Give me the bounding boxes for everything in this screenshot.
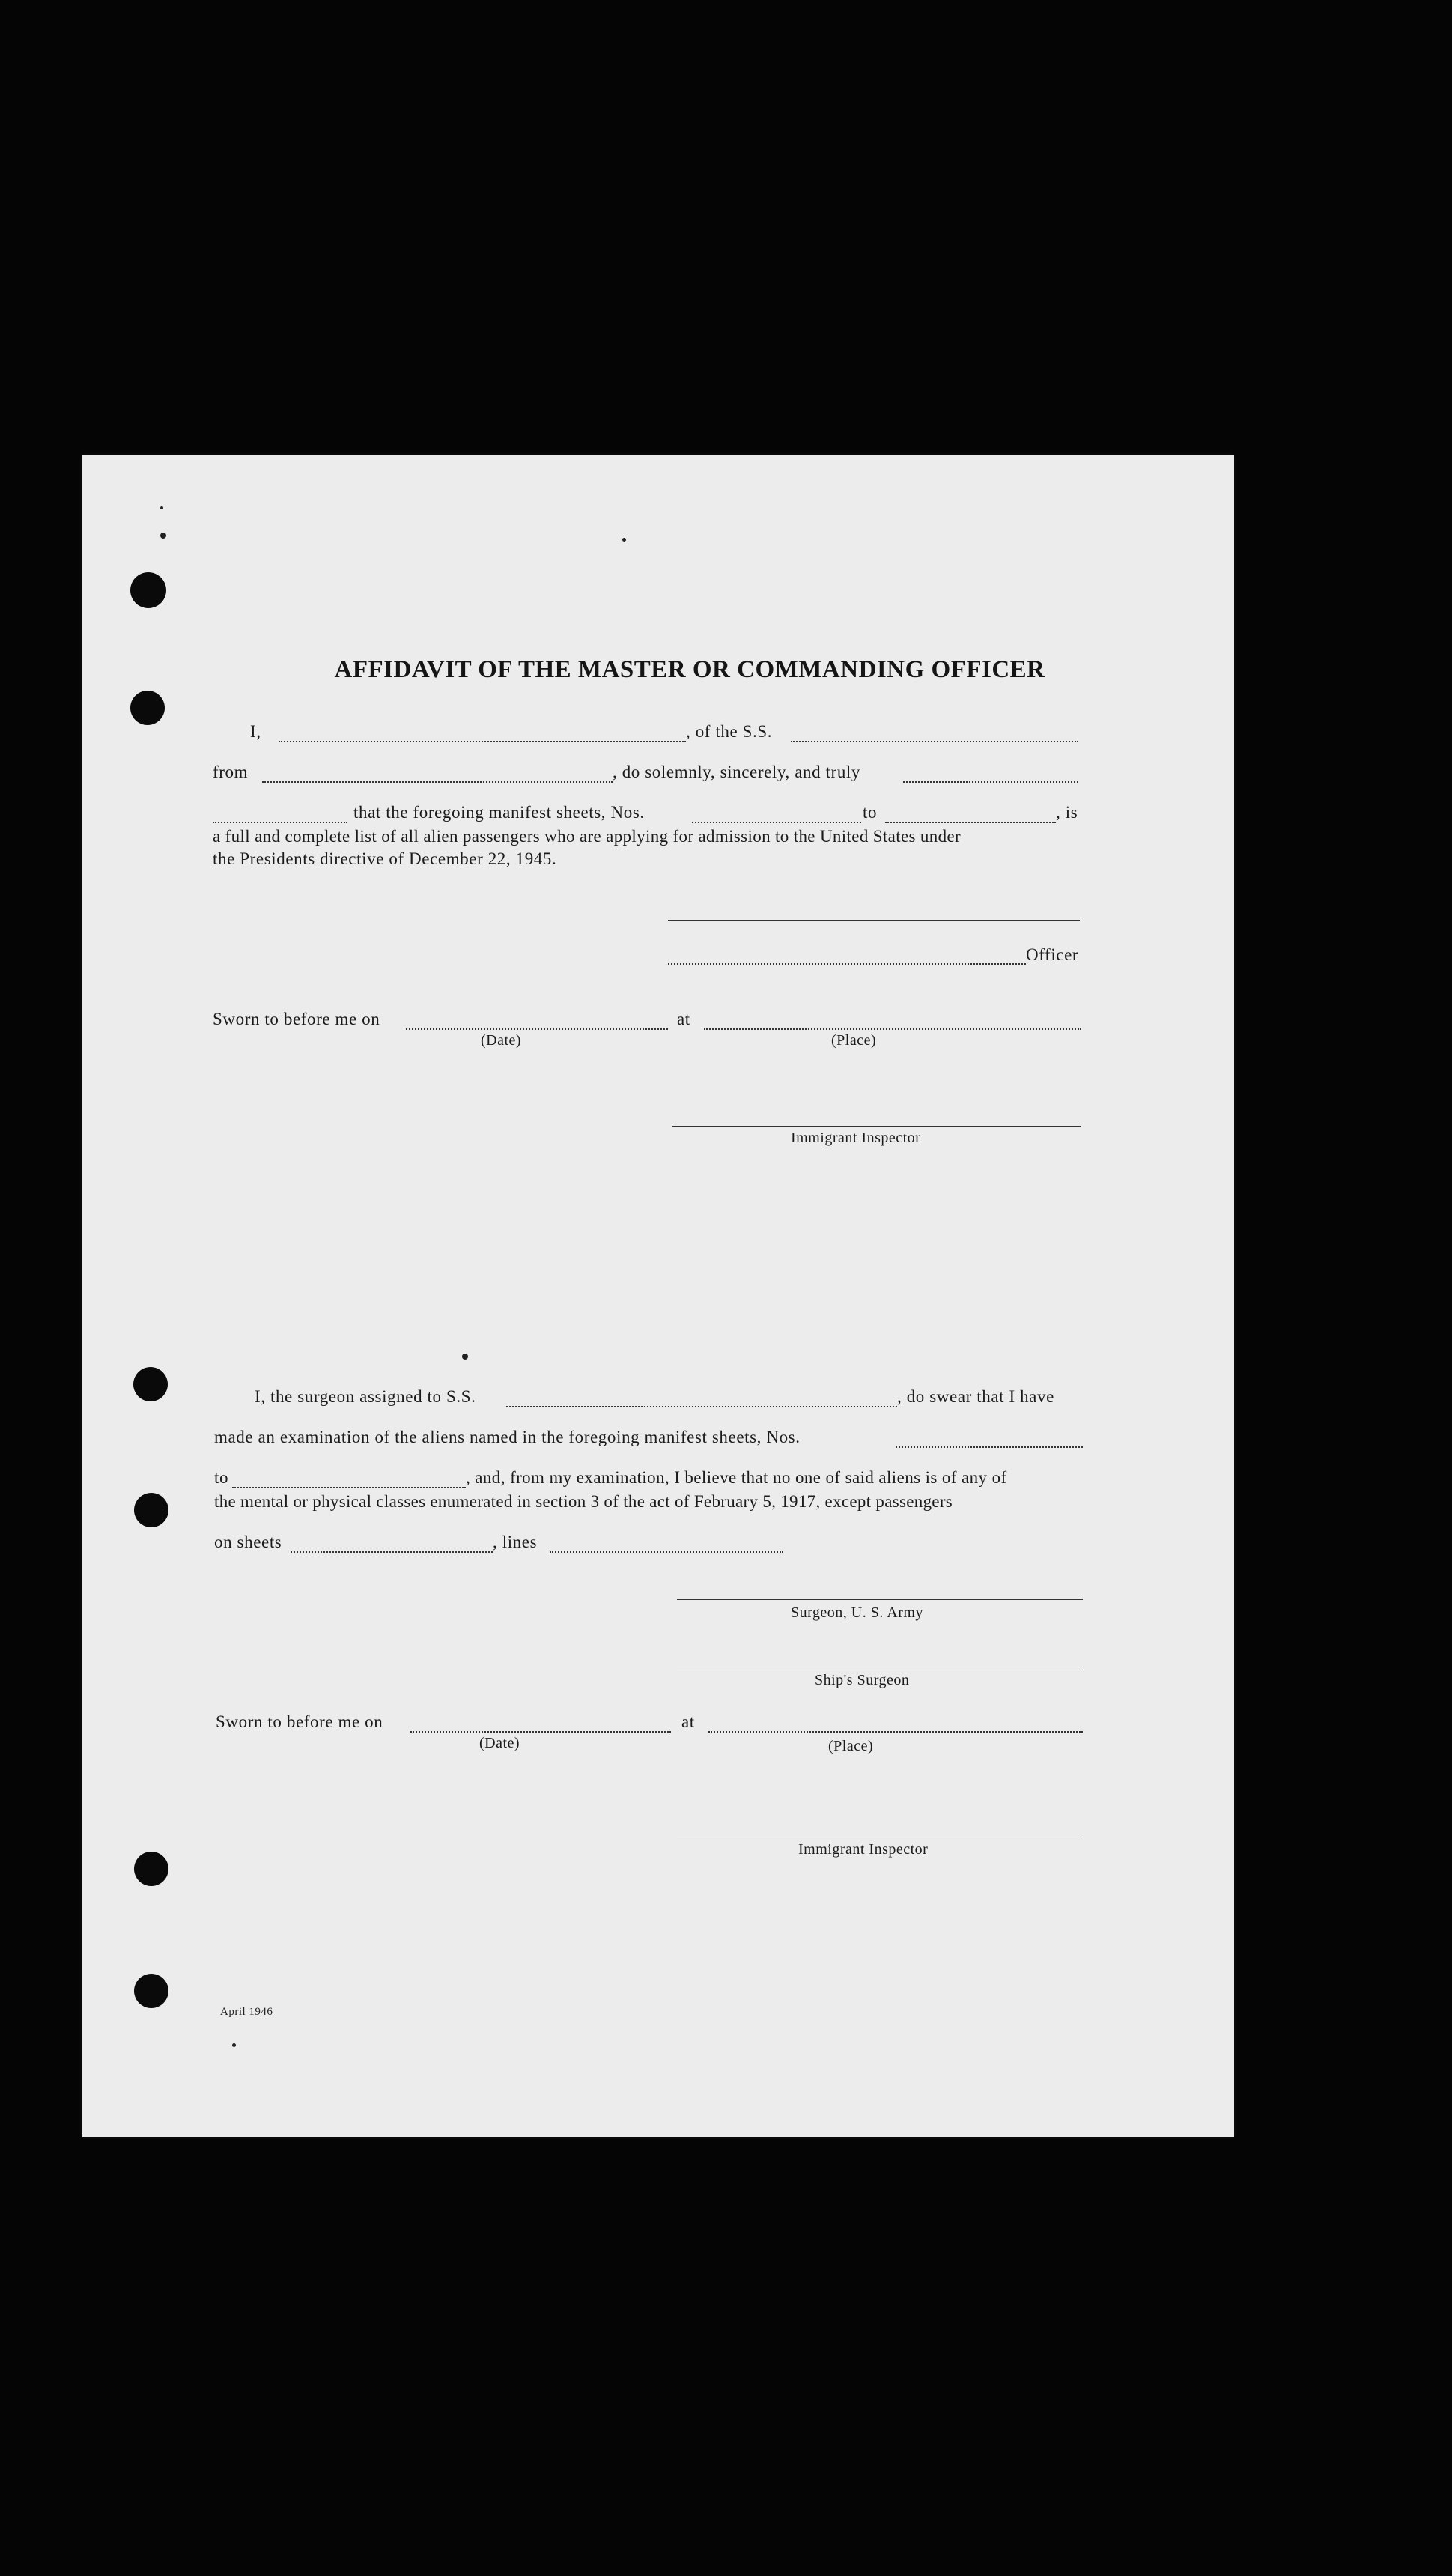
surgeon-sheets-from-field[interactable] xyxy=(896,1446,1083,1448)
sworn-date-field[interactable] xyxy=(406,1028,668,1030)
affidavit-body-line: the Presidents directive of December 22, 1945. xyxy=(213,849,557,868)
army-surgeon-signature-field[interactable] xyxy=(677,1599,1083,1600)
of-ss-label: , of the S.S. xyxy=(686,722,773,741)
punch-hole xyxy=(134,1852,168,1886)
paper-speck xyxy=(160,506,163,509)
affidavit-body-line: a full and complete list of all alien passengers who are applying for admission to the United States under xyxy=(213,827,962,846)
swear-label: , do swear that I have xyxy=(897,1387,1054,1406)
form-revision-date: April 1946 xyxy=(220,2006,273,2018)
paper-speck xyxy=(622,538,626,542)
army-surgeon-caption: Surgeon, U. S. Army xyxy=(791,1604,923,1621)
surgeon-sheets-to-field[interactable] xyxy=(232,1487,466,1488)
punch-hole xyxy=(134,1493,168,1527)
surgeon-date-caption: (Date) xyxy=(479,1735,520,1751)
exam-label: made an examination of the aliens named in the foregoing manifest sheets, Nos. xyxy=(214,1428,801,1446)
on-sheets-label: on sheets xyxy=(214,1533,282,1551)
master-signature-field[interactable] xyxy=(668,920,1080,921)
punch-hole xyxy=(133,1367,168,1401)
believe-label: , and, from my examination, I believe that no one of said aliens is of any of xyxy=(466,1468,1007,1487)
oath-continuation-field[interactable] xyxy=(213,822,347,823)
form-title: AFFIDAVIT OF THE MASTER OR COMMANDING OFFICER xyxy=(334,656,1045,683)
at-label: at xyxy=(677,1010,690,1028)
paper-speck xyxy=(462,1354,468,1360)
sworn-label: Sworn to before me on xyxy=(213,1010,380,1028)
date-caption: (Date) xyxy=(481,1032,522,1049)
inspector-signature-field[interactable] xyxy=(672,1126,1081,1127)
sheet-from-field[interactable] xyxy=(692,822,861,823)
surgeon-intro-label: I, the surgeon assigned to S.S. xyxy=(255,1387,476,1406)
surgeon-ship-field[interactable] xyxy=(506,1406,897,1407)
sheet-to-field[interactable] xyxy=(885,822,1056,823)
solemnly-label: , do solemnly, sincerely, and truly xyxy=(613,763,861,781)
from-port-field[interactable] xyxy=(262,781,613,783)
officer-signature-field[interactable] xyxy=(668,963,1026,965)
surgeon-sworn-place-field[interactable] xyxy=(708,1731,1083,1733)
punch-hole xyxy=(134,1974,168,2008)
lines-label: , lines xyxy=(493,1533,538,1551)
is-label: , is xyxy=(1056,803,1078,822)
paper-speck xyxy=(160,533,166,539)
surgeon-place-caption: (Place) xyxy=(828,1738,874,1754)
exception-lines-field[interactable] xyxy=(550,1551,783,1553)
master-name-field[interactable] xyxy=(279,741,686,742)
oath-type-field[interactable] xyxy=(903,781,1078,783)
surgeon-to-label: to xyxy=(214,1468,229,1487)
classes-label: the mental or physical classes enumerated in section 3 of the act of February 5, 1917, except passengers xyxy=(214,1492,953,1511)
place-caption: (Place) xyxy=(831,1032,877,1049)
ship-name-field[interactable] xyxy=(791,741,1078,742)
affidavit-form-sheet xyxy=(82,455,1234,2137)
sworn-place-field[interactable] xyxy=(704,1028,1081,1030)
punch-hole xyxy=(130,691,165,725)
paper-speck xyxy=(232,2043,236,2047)
surgeon-at-label: at xyxy=(681,1712,695,1731)
exception-sheets-field[interactable] xyxy=(291,1551,493,1553)
foregoing-label: that the foregoing manifest sheets, Nos. xyxy=(353,803,645,822)
ships-surgeon-caption: Ship's Surgeon xyxy=(815,1672,910,1688)
surgeon-sworn-label: Sworn to before me on xyxy=(216,1712,383,1731)
from-label: from xyxy=(213,763,249,781)
surgeon-inspector-caption: Immigrant Inspector xyxy=(798,1841,929,1858)
punch-hole xyxy=(130,572,166,608)
surgeon-sworn-date-field[interactable] xyxy=(410,1731,671,1733)
to-label: to xyxy=(863,803,878,822)
inspector-caption: Immigrant Inspector xyxy=(791,1130,921,1146)
officer-label: Officer xyxy=(1026,945,1079,964)
i-label: I, xyxy=(250,722,261,741)
